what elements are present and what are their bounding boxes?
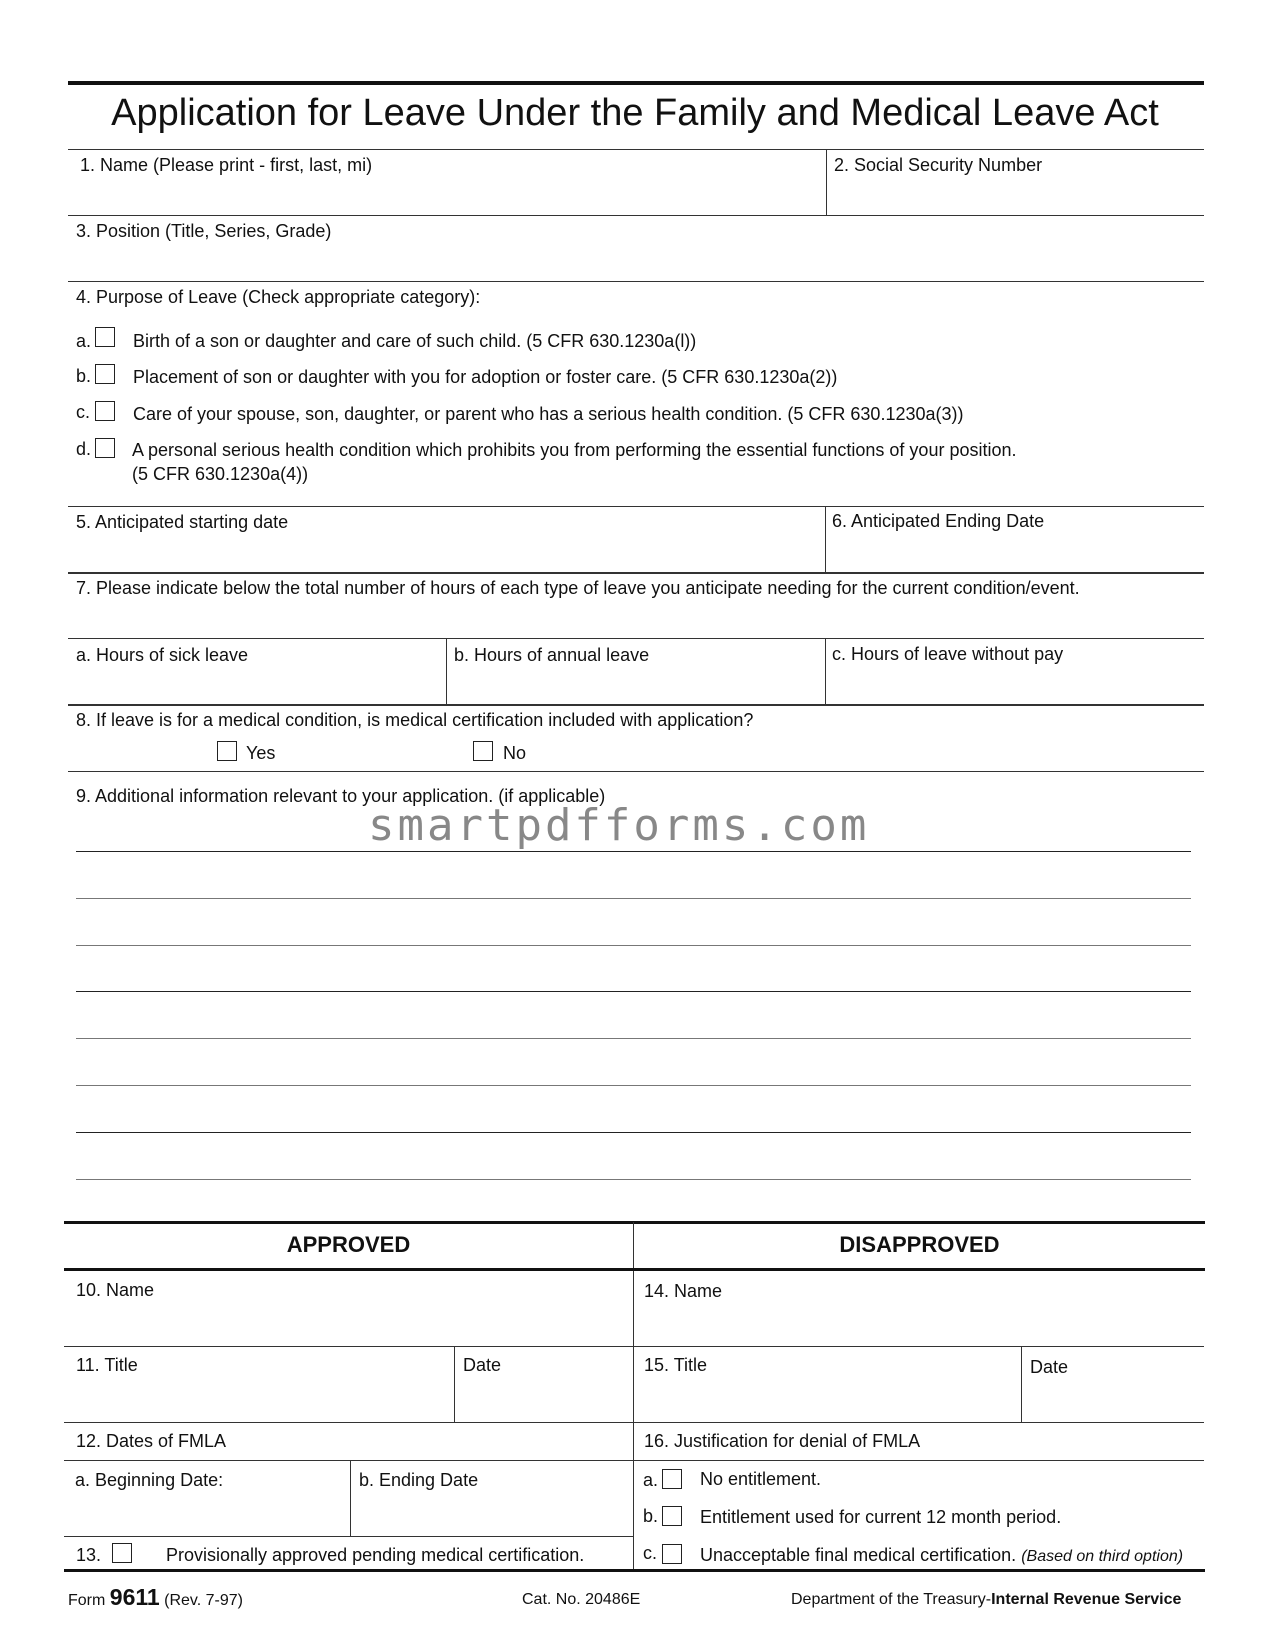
divider: [68, 506, 1204, 507]
additional-info-label: 9. Additional information relevant to your application. (if applicable): [76, 786, 606, 806]
medical-cert-no-label: No: [503, 743, 527, 763]
approver-name-label: 10. Name: [76, 1280, 155, 1300]
department: [791, 1591, 1181, 1609]
top-rule: [68, 81, 1204, 85]
divider: [825, 638, 826, 704]
end-date-label: 6. Anticipated Ending Date: [832, 511, 1045, 531]
medical-cert-yes-label: Yes: [246, 743, 276, 763]
purpose-c-checkbox[interactable]: [95, 401, 115, 421]
approver-title-field[interactable]: [64, 1378, 452, 1420]
start-date-label: 5. Anticipated starting date: [76, 512, 289, 532]
name-field[interactable]: [68, 178, 824, 213]
divider: [825, 506, 826, 572]
approved-header: APPROVED: [286, 1232, 411, 1257]
reason-letter-a: a.: [643, 1470, 659, 1490]
divider: [68, 149, 1204, 150]
form-prefix: Form: [68, 1592, 106, 1609]
divider: [68, 572, 1204, 574]
form-number: 9611: [109, 1584, 160, 1610]
provisional-approval-text: Provisionally approved pending medical certification.: [166, 1545, 585, 1565]
medical-cert-question: 8. If leave is for a medical condition, is medical certification included with application?: [76, 710, 754, 730]
divider: [64, 1460, 1204, 1461]
divider: [454, 1346, 455, 1422]
disapprover-name-field[interactable]: [635, 1304, 1202, 1344]
divider: [64, 1536, 633, 1537]
approver-name-field[interactable]: [64, 1304, 632, 1344]
lwop-label: c. Hours of leave without pay: [832, 644, 1064, 664]
purpose-label: 4. Purpose of Leave (Check appropriate category):: [76, 287, 481, 307]
provisional-approval-checkbox[interactable]: [112, 1543, 132, 1563]
section-rule: [64, 1221, 1205, 1224]
disapprover-title-field[interactable]: [635, 1378, 1019, 1420]
disapprover-name-label: 14. Name: [644, 1281, 723, 1301]
annual-leave-field[interactable]: [448, 668, 823, 702]
bottom-rule: [64, 1569, 1205, 1572]
catalog-number: Cat. No. 20486E: [522, 1591, 641, 1608]
denial-justification-label: 16. Justification for denial of FMLA: [644, 1431, 921, 1451]
approver-date-label: Date: [463, 1355, 502, 1375]
medical-cert-yes-checkbox[interactable]: [217, 741, 237, 761]
unacceptable-cert-text: [700, 1545, 1183, 1566]
disapproved-header: DISAPPROVED: [839, 1232, 1000, 1257]
ending-date-field[interactable]: [352, 1494, 632, 1534]
no-entitlement-checkbox[interactable]: [662, 1469, 682, 1489]
entitlement-used-checkbox[interactable]: [662, 1506, 682, 1526]
disapprover-date-field[interactable]: [1023, 1378, 1202, 1420]
purpose-d-text: A personal serious health condition which prohibits you from performing the essential functions of your position.: [132, 440, 1017, 460]
beginning-date-field[interactable]: [64, 1494, 348, 1534]
medical-cert-no-checkbox[interactable]: [473, 741, 493, 761]
hours-instructions: 7. Please indicate below the total number of hours of each type of leave you anticipate needing for the current condition/event.: [76, 578, 1080, 598]
watermark: smartpdfforms.com: [368, 800, 870, 851]
purpose-letter-b: b.: [76, 366, 92, 386]
beginning-date-label: a. Beginning Date:: [75, 1470, 224, 1490]
divider: [826, 149, 827, 215]
divider: [68, 771, 1204, 772]
section-rule: [64, 1268, 1205, 1271]
purpose-d-checkbox[interactable]: [95, 438, 115, 458]
purpose-a-text: Birth of a son or daughter and care of such child. (5 CFR 630.1230a(l)): [133, 331, 697, 351]
divider: [446, 638, 447, 704]
department-irs: Internal Revenue Service: [991, 1591, 1182, 1608]
purpose-letter-a: a.: [76, 331, 92, 351]
ssn-field[interactable]: [828, 178, 1202, 213]
lwop-field[interactable]: [827, 668, 1202, 702]
annual-leave-label: b. Hours of annual leave: [454, 645, 650, 665]
position-label: 3. Position (Title, Series, Grade): [76, 221, 332, 241]
sick-leave-label: a. Hours of sick leave: [76, 645, 249, 665]
purpose-b-checkbox[interactable]: [95, 364, 115, 384]
start-date-field[interactable]: [68, 536, 823, 570]
form-title: Application for Leave Under the Family and Medical Leave Act: [111, 92, 1159, 134]
additional-info-field[interactable]: [76, 812, 1191, 1180]
purpose-b-text: Placement of son or daughter with you for adoption or foster care. (5 CFR 630.1230a(2)): [133, 367, 838, 387]
reason-letter-b: b.: [643, 1506, 659, 1526]
ending-date-label: b. Ending Date: [359, 1470, 479, 1490]
reason-letter-c: c.: [643, 1543, 658, 1563]
fmla-dates-label: 12. Dates of FMLA: [76, 1431, 227, 1451]
approver-date-field[interactable]: [456, 1378, 632, 1420]
divider: [68, 281, 1204, 282]
purpose-a-checkbox[interactable]: [95, 327, 115, 347]
divider: [68, 638, 1204, 639]
disapprover-title-label: 15. Title: [644, 1355, 708, 1375]
divider: [633, 1222, 634, 1570]
divider: [68, 215, 1204, 216]
no-entitlement-text: No entitlement.: [700, 1469, 822, 1489]
department-treasury: Department of the Treasury-: [791, 1591, 992, 1608]
disapprover-date-label: Date: [1030, 1357, 1069, 1377]
purpose-letter-c: c.: [76, 402, 91, 422]
divider: [64, 1346, 1204, 1347]
approver-title-label: 11. Title: [76, 1355, 138, 1375]
unacceptable-cert-note: (Based on third option): [1021, 1548, 1184, 1565]
divider: [68, 704, 1204, 706]
sick-leave-field[interactable]: [68, 668, 444, 702]
end-date-field[interactable]: [827, 536, 1202, 570]
divider: [350, 1460, 351, 1536]
name-label: 1. Name (Please print - first, last, mi): [80, 155, 373, 175]
purpose-c-text: Care of your spouse, son, daughter, or parent who has a serious health condition. (5 CFR 630.1230a(3)): [133, 404, 964, 424]
form-id: [68, 1584, 243, 1611]
purpose-d-cfr: (5 CFR 630.1230a(4)): [132, 464, 309, 484]
position-field[interactable]: [68, 245, 1202, 279]
purpose-letter-d: d.: [76, 439, 92, 459]
unacceptable-cert-main: Unacceptable final medical certification.: [700, 1545, 1017, 1565]
entitlement-used-text: Entitlement used for current 12 month period.: [700, 1507, 1062, 1527]
provisional-number: 13.: [76, 1545, 102, 1565]
divider: [64, 1422, 1204, 1423]
divider: [1021, 1346, 1022, 1422]
unacceptable-cert-checkbox[interactable]: [662, 1544, 682, 1564]
form-revision: (Rev. 7-97): [164, 1592, 243, 1609]
ssn-label: 2. Social Security Number: [834, 155, 1043, 175]
